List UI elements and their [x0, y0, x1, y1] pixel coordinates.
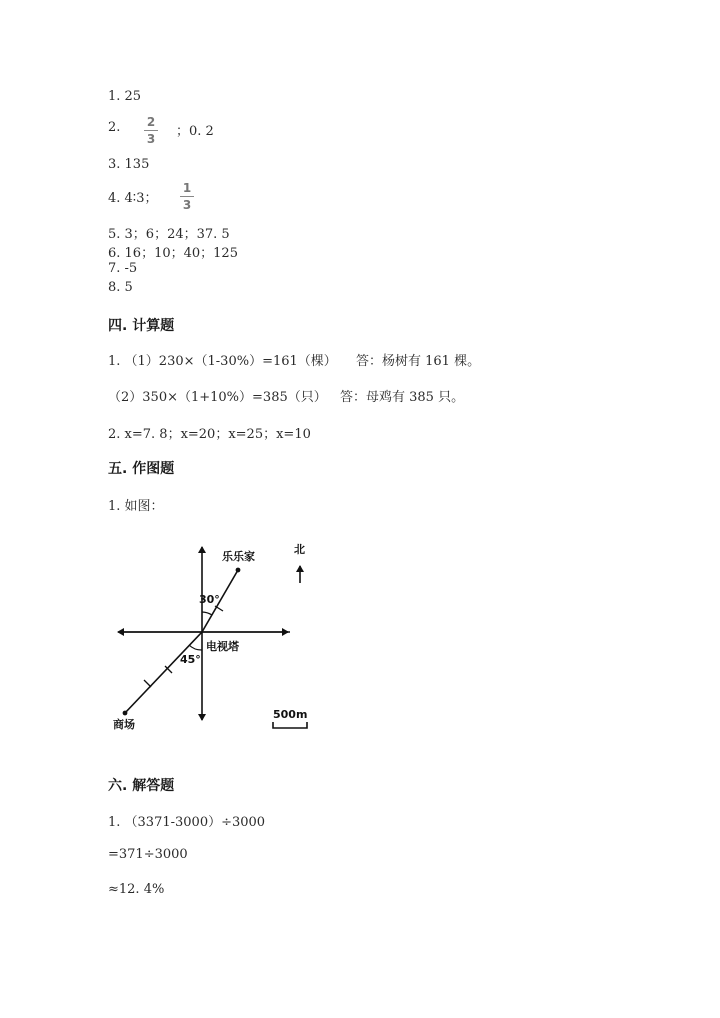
- section-4-line-1-answer: 答：杨树有 161 棵。: [356, 354, 481, 369]
- angle-arc-30: [202, 612, 212, 615]
- section-4-line-1: 1. （1）230×（1-30%）=161（棵）: [108, 354, 337, 369]
- label-angle-45: 45°: [180, 653, 201, 666]
- direction-diagram: [108, 535, 333, 745]
- fraction-bar: [144, 130, 158, 131]
- label-mall: 商场: [113, 718, 135, 731]
- section-6-line-3: ≈12. 4%: [108, 882, 165, 897]
- label-angle-30: 30°: [199, 593, 220, 606]
- fraction-numerator: 2: [146, 115, 156, 129]
- answer-3: 3. 135: [108, 157, 150, 172]
- section-4-line-2-answer: 答：母鸡有 385 只。: [340, 390, 465, 405]
- answer-7: 7. -5: [108, 261, 138, 276]
- fraction-denominator: 3: [182, 198, 192, 212]
- fraction-bar: [180, 196, 194, 197]
- angle-arc-45: [189, 645, 202, 650]
- mall-point: [123, 711, 128, 716]
- answer-1: 1. 25: [108, 89, 142, 104]
- section-6-title: 六. 解答题: [108, 778, 175, 794]
- label-home: 乐乐家: [222, 550, 255, 563]
- answer-4-prefix: 4. 4∶3；: [108, 191, 158, 206]
- label-north: 北: [294, 543, 305, 556]
- route-to-mall: [125, 632, 202, 713]
- tick-mark: [144, 680, 151, 687]
- answer-6: 6. 16；10；40；125: [108, 246, 238, 261]
- answer-5: 5. 3；6；24；37. 5: [108, 227, 230, 242]
- section-4-line-2: （2）350×（1+10%）=385（只）: [108, 390, 327, 405]
- label-scale: 500m: [273, 708, 308, 721]
- answer-2-prefix: 2.: [108, 120, 121, 135]
- section-5-line-1: 1. 如图：: [108, 499, 164, 514]
- answer-8: 8. 5: [108, 280, 133, 295]
- scale-bar: [273, 722, 307, 728]
- fraction-denominator: 3: [146, 132, 156, 146]
- section-6-line-1: 1. （3371-3000）÷3000: [108, 815, 266, 830]
- answer-2-suffix: ；0. 2: [176, 124, 214, 139]
- section-6-line-2: =371÷3000: [108, 847, 188, 862]
- home-point: [236, 568, 241, 573]
- fraction-numerator: 1: [182, 181, 192, 195]
- answer-4-fraction: [179, 181, 195, 212]
- answer-2-fraction: [143, 115, 159, 146]
- label-tower: 电视塔: [206, 640, 239, 653]
- section-4-line-3: 2. x=7. 8；x=20；x=25；x=10: [108, 427, 311, 442]
- section-5-title: 五. 作图题: [108, 461, 175, 477]
- section-4-title: 四. 计算题: [108, 318, 175, 334]
